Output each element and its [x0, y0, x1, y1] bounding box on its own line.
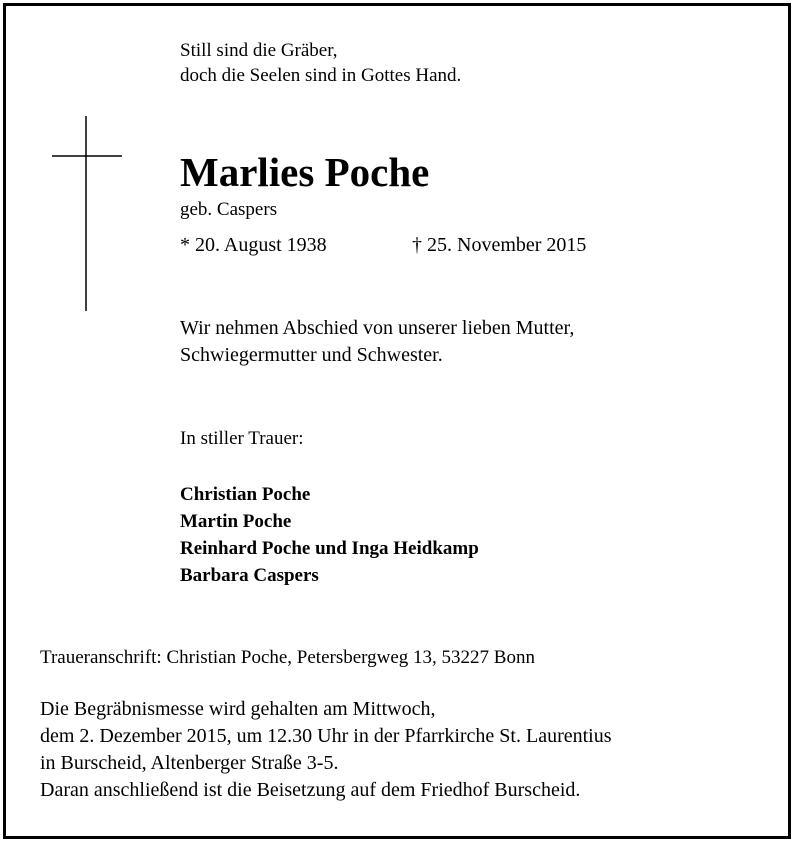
funeral-details: [40, 696, 612, 804]
mourner-name: Reinhard Poche und Inga Heidkamp: [180, 538, 479, 559]
verse-line-2: doch die Seelen sind in Gottes Hand.: [180, 65, 462, 86]
funeral-line-4: Daran anschließend ist die Beisetzung auf dem Friedhof Burscheid.: [40, 779, 581, 801]
mourning-address: Traueranschrift: Christian Poche, Petersbergweg 13, 53227 Bonn: [40, 647, 535, 668]
funeral-line-3: in Burscheid, Altenberger Straße 3-5.: [40, 752, 339, 774]
mourners-list: [180, 481, 479, 589]
birth-date: * 20. August 1938: [180, 234, 327, 256]
mourner-name: Barbara Caspers: [180, 565, 319, 586]
farewell-line-1: Wir nehmen Abschied von unserer lieben Mutter,: [180, 317, 575, 339]
mourner-name: Martin Poche: [180, 511, 292, 532]
farewell-text: [180, 315, 574, 369]
cross-icon: [52, 116, 122, 311]
death-date: † 25. November 2015: [412, 234, 587, 256]
funeral-line-2: dem 2. Dezember 2015, um 12.30 Uhr in der Pfarrkirche St. Laurentius: [40, 725, 612, 747]
mourning-intro: In stiller Trauer:: [180, 428, 304, 449]
funeral-line-1: Die Begräbnismesse wird gehalten am Mittwoch,: [40, 698, 436, 720]
mourner-name: Christian Poche: [180, 484, 311, 505]
verse-line-1: Still sind die Gräber,: [180, 40, 338, 61]
maiden-name: geb. Caspers: [180, 199, 278, 220]
farewell-line-2: Schwiegermutter und Schwester.: [180, 344, 443, 366]
verse: [180, 38, 461, 88]
deceased-name: Marlies Poche: [180, 149, 430, 195]
